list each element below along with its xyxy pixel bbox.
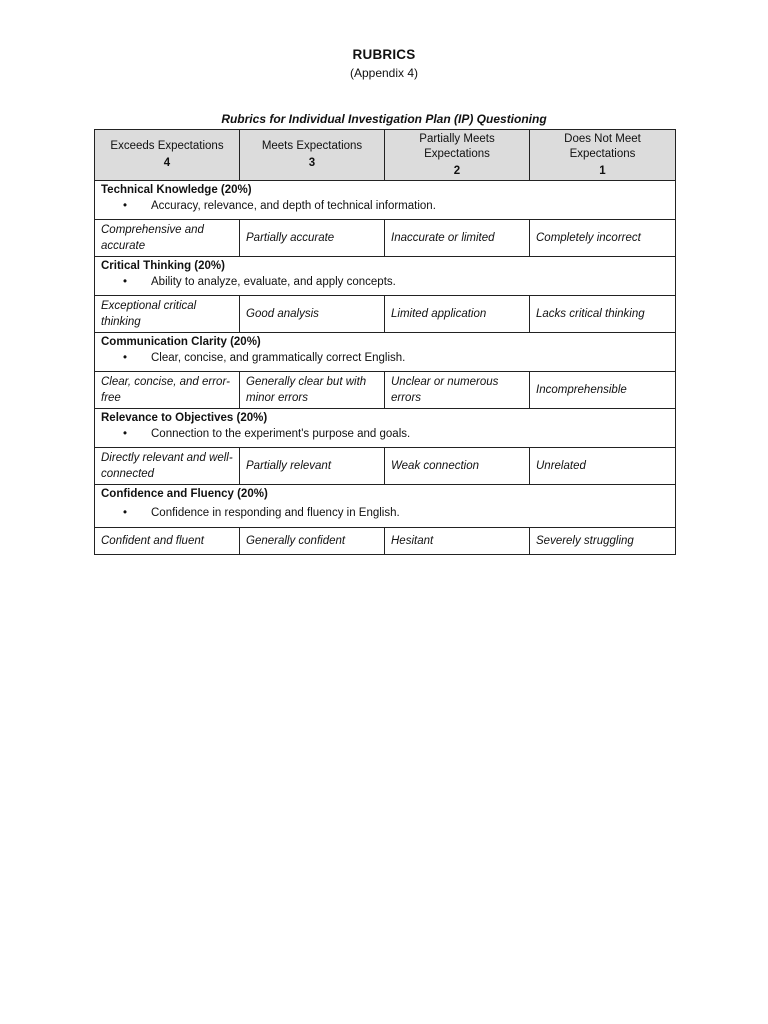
criterion-row-relevance-to-objectives (95, 409, 676, 448)
rating-cell: Comprehensive and accurate (95, 220, 240, 257)
bullet-icon: • (123, 507, 128, 519)
rating-cell: Unrelated (530, 448, 676, 485)
bullet-icon: • (123, 276, 128, 288)
rating-row (95, 296, 676, 333)
criterion-title: Confidence and Fluency (20%) (101, 488, 268, 500)
criterion-description-text: Clear, concise, and grammatically correct English. (151, 352, 406, 364)
criterion-cell (95, 333, 676, 372)
criterion-title: Technical Knowledge (20%) (101, 184, 252, 196)
page-subtitle: (Appendix 4) (349, 66, 419, 80)
rating-cell: Severely struggling (530, 528, 676, 555)
bullet-icon: • (123, 200, 128, 212)
rating-row (95, 220, 676, 257)
page-title: RUBRICS (352, 47, 416, 62)
criterion-description (101, 506, 669, 521)
header-cell-exceeds (95, 130, 240, 181)
rating-row (95, 372, 676, 409)
rating-cell: Generally confident (240, 528, 385, 555)
rating-cell: Unclear or numerous errors (385, 372, 530, 409)
table-caption: Rubrics for Individual Investigation Plan (IP) Questioning (221, 112, 547, 126)
criterion-cell (95, 257, 676, 296)
rating-cell: Confident and fluent (95, 528, 240, 555)
header-cell-does-not-meet (530, 130, 676, 181)
rating-cell: Completely incorrect (530, 220, 676, 257)
criterion-cell (95, 181, 676, 220)
criterion-description (101, 427, 669, 442)
rating-cell: Generally clear but with minor errors (240, 372, 385, 409)
level-label: Does Not Meet Expectations (564, 132, 641, 160)
rating-row (95, 448, 676, 485)
level-label: Partially Meets Expectations (419, 132, 495, 160)
level-score: 1 (599, 164, 606, 177)
rating-cell: Limited application (385, 296, 530, 333)
header-cell-partially-meets (385, 130, 530, 181)
rating-cell: Directly relevant and well-connected (95, 448, 240, 485)
criterion-row-critical-thinking (95, 257, 676, 296)
criterion-description-text: Ability to analyze, evaluate, and apply concepts. (151, 276, 396, 288)
criterion-row-technical-knowledge (95, 181, 676, 220)
rating-cell: Lacks critical thinking (530, 296, 676, 333)
criterion-cell (95, 409, 676, 448)
criterion-description (101, 199, 669, 214)
rating-cell: Incomprehensible (530, 372, 676, 409)
criterion-row-communication-clarity (95, 333, 676, 372)
bullet-icon: • (123, 352, 128, 364)
rating-cell: Partially accurate (240, 220, 385, 257)
criterion-description-text: Connection to the experiment's purpose and goals. (151, 428, 411, 440)
rating-cell: Good analysis (240, 296, 385, 333)
bullet-icon: • (123, 428, 128, 440)
rating-cell: Partially relevant (240, 448, 385, 485)
rating-cell: Exceptional critical thinking (95, 296, 240, 333)
rating-row (95, 528, 676, 555)
criterion-title: Critical Thinking (20%) (101, 260, 225, 272)
header-row (95, 130, 676, 181)
rating-cell: Weak connection (385, 448, 530, 485)
level-score: 4 (163, 157, 171, 169)
rating-cell: Inaccurate or limited (385, 220, 530, 257)
criterion-description (101, 351, 669, 366)
criterion-cell (95, 485, 676, 528)
criterion-description-text: Accuracy, relevance, and depth of technical information. (151, 200, 436, 212)
level-score: 3 (308, 157, 316, 169)
criterion-title: Relevance to Objectives (20%) (101, 412, 268, 424)
rating-cell: Clear, concise, and error-free (95, 372, 240, 409)
header-cell-meets (240, 130, 385, 181)
level-score: 2 (453, 164, 461, 177)
rating-cell: Hesitant (385, 528, 530, 555)
criterion-title: Communication Clarity (20%) (101, 336, 261, 348)
level-label: Exceeds Expectations (110, 140, 224, 152)
criterion-description (101, 275, 669, 290)
level-label: Meets Expectations (261, 140, 363, 152)
criterion-row-confidence-and-fluency (95, 485, 676, 528)
rubric-table (94, 129, 676, 555)
criterion-description-text: Confidence in responding and fluency in English. (151, 507, 400, 519)
